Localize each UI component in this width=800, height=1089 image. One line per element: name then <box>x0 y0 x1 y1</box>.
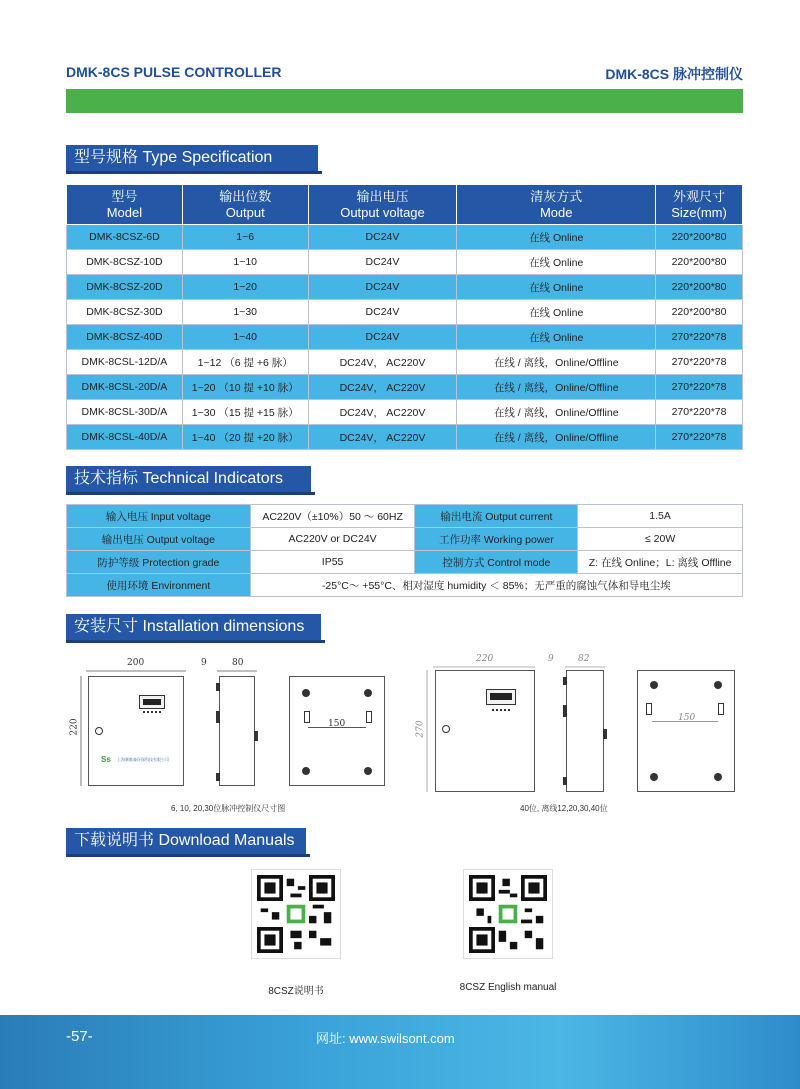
dim-width-left: 200 <box>127 658 145 668</box>
input-voltage-label: 输入电压 Input voltage <box>67 505 251 528</box>
front-view-large <box>435 670 535 792</box>
dim-height-left: 220 <box>69 718 80 736</box>
side-view-small <box>219 676 255 786</box>
buttons-icon <box>492 709 510 713</box>
working-power-label: 工作功率 Working power <box>415 528 578 551</box>
dim-line-icon <box>217 668 257 674</box>
table-row: DMK-8CSZ-20D 1~20 DC24V 在线 Online 220*200*80 <box>67 275 743 300</box>
section-title-install: 安装尺寸 Installation dimensions <box>66 614 321 640</box>
side-view-large <box>566 670 604 792</box>
table-row: DMK-8CSZ-6D 1~6 DC24V 在线 Online 220*200*80 <box>67 225 743 250</box>
back-view-large <box>637 670 735 792</box>
table-row: DMK-8CSL-20D/A 1~20 （10 提 +10 脉） DC24V， AC220V 在线 / 离线，Online/Offline 270*220*78 <box>67 375 743 400</box>
front-view-small <box>88 676 184 786</box>
dim-depth2-right: 82 <box>578 654 590 664</box>
display-panel-icon <box>486 689 516 705</box>
page-number: -57- <box>66 1028 93 1045</box>
lock-icon <box>442 725 450 733</box>
display-panel-icon <box>139 695 165 709</box>
dim-line-icon <box>424 670 430 792</box>
protection-label: 防护等级 Protection grade <box>67 551 251 574</box>
table-row <box>67 505 743 528</box>
buttons-icon <box>143 711 161 715</box>
input-voltage-value: AC220V（±10%）50 ～ 60HZ <box>250 505 415 528</box>
dim-line-icon <box>78 676 84 786</box>
spec-header-voltage: 输出电压 Output voltage <box>308 185 457 225</box>
table-row: DMK-8CSZ-40D 1~40 DC24V 在线 Online 270*220*78 <box>67 325 743 350</box>
spec-header-mode: 清灰方式 Mode <box>457 185 656 225</box>
dim-height-right: 270 <box>415 720 426 738</box>
website-link[interactable]: 网址: www.swilsont.com <box>316 1031 455 1046</box>
table-row: DMK-8CSL-12D/A 1~12 （6 提 +6 脉） DC24V， AC220V 在线 / 离线，Online/Offline 270*220*78 <box>67 350 743 375</box>
brand-text: 上海赛维森环保科技有限公司 <box>117 757 169 762</box>
qr-code-icon <box>469 875 547 953</box>
spec-header-model: 型号 Model <box>67 185 183 225</box>
section-title-tech: 技术指标 Technical Indicators <box>66 466 311 492</box>
spec-header-row <box>67 185 743 225</box>
dim-hole-left: 150 <box>328 719 346 729</box>
table-row: DMK-8CSL-40D/A 1~40 （20 提 +20 脉） DC24V， AC220V 在线 / 离线，Online/Offline 270*220*78 <box>67 425 743 450</box>
environment-label: 使用环境 Environment <box>67 574 251 597</box>
dim-depth1-left: 9 <box>201 658 207 668</box>
dim-depth2-left: 80 <box>232 658 244 668</box>
protection-value: IP55 <box>250 551 415 574</box>
table-row: DMK-8CSZ-30D 1~30 DC24V 在线 Online 220*200*80 <box>67 300 743 325</box>
qr-code-cn[interactable] <box>251 869 341 959</box>
dim-line-icon <box>86 668 186 674</box>
output-current-label: 输出电流 Output current <box>415 505 578 528</box>
brand-logo-icon: Ss <box>101 755 111 764</box>
qr-label-en: 8CSZ English manual <box>459 982 557 993</box>
spec-header-size: 外观尺寸 Size(mm) <box>656 185 743 225</box>
header-left-title: DMK-8CS PULSE CONTROLLER <box>66 64 282 80</box>
output-voltage-value: AC220V or DC24V <box>250 528 415 551</box>
table-row <box>67 551 743 574</box>
section-title-download: 下载说明书 Download Manuals <box>66 828 306 854</box>
caption-right: 40位, 离线12,20,30,40位 <box>520 804 608 813</box>
qr-label-cn: 8CSZ说明书 <box>268 986 324 997</box>
spec-table <box>66 184 743 450</box>
footer-band <box>0 1015 800 1089</box>
control-mode-label: 控制方式 Control mode <box>415 551 578 574</box>
working-power-value: ≤ 20W <box>578 528 743 551</box>
dim-depth1-right: 9 <box>548 654 554 664</box>
installation-drawings <box>0 650 800 820</box>
spec-header-output: 输出位数 Output <box>182 185 308 225</box>
back-view-small <box>289 676 385 786</box>
green-divider-bar <box>66 89 743 113</box>
table-row <box>67 574 743 597</box>
output-voltage-label: 输出电压 Output voltage <box>67 528 251 551</box>
table-row: DMK-8CSL-30D/A 1~30 （15 提 +15 脉） DC24V， AC220V 在线 / 离线，Online/Offline 270*220*78 <box>67 400 743 425</box>
header-right-title: DMK-8CS 脉冲控制仪 <box>605 66 743 82</box>
control-mode-value: Z: 在线 Online；L: 离线 Offline <box>578 551 743 574</box>
qr-code-en[interactable] <box>463 869 553 959</box>
lock-icon <box>95 727 103 735</box>
dim-width-right: 220 <box>476 654 494 664</box>
dim-hole-right: 150 <box>678 713 696 723</box>
table-row <box>67 528 743 551</box>
environment-value: -25°C～ +55°C、相对湿度 humidity ＜ 85%；无严重的腐蚀气体和导电尘埃 <box>250 574 742 597</box>
tech-table <box>66 504 743 597</box>
table-row: DMK-8CSZ-10D 1~10 DC24V 在线 Online 220*200*80 <box>67 250 743 275</box>
caption-left: 6, 10, 20,30位脉冲控制仪尺寸图 <box>171 804 286 813</box>
output-current-value: 1.5A <box>578 505 743 528</box>
section-title-spec: 型号规格 Type Specification <box>66 145 318 171</box>
qr-code-icon <box>257 875 335 953</box>
